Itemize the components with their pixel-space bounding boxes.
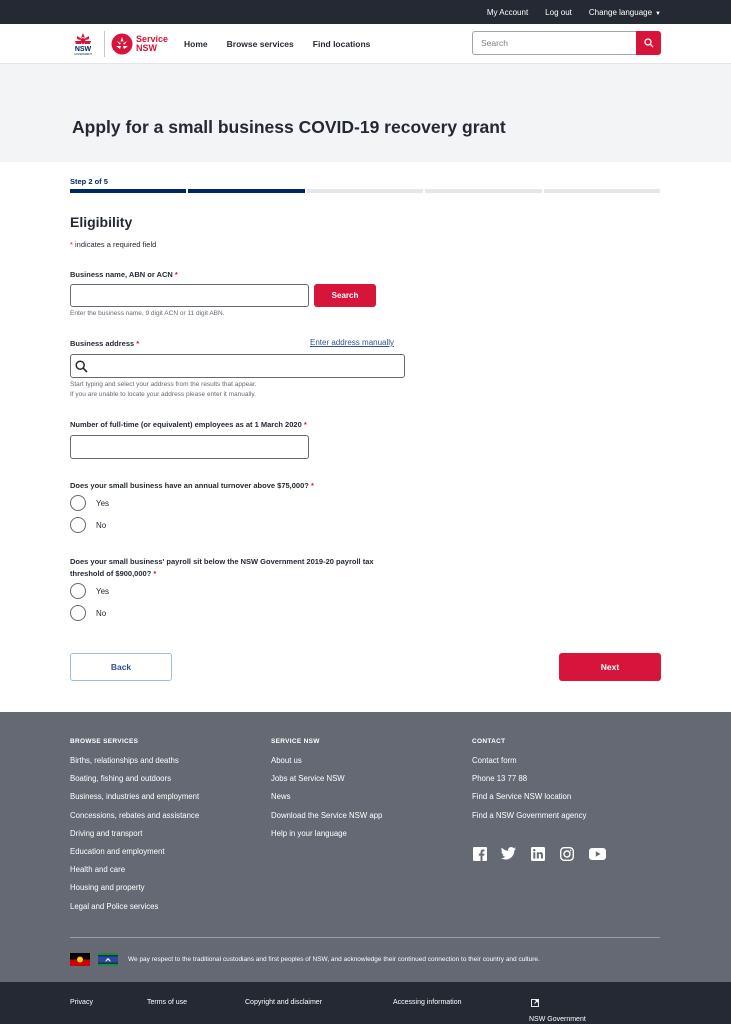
progress-segment-3 [307,189,423,193]
step-indicator: Step 2 of 5 [70,177,108,186]
employees-input[interactable] [70,435,309,459]
header-search-input[interactable] [472,31,636,55]
footer-link[interactable]: About us [271,756,302,765]
footer-link[interactable]: Boating, fishing and outdoors [70,774,171,784]
required-asterisk: * [153,569,157,578]
site-footer [0,712,731,982]
required-asterisk: * [310,481,314,490]
youtube-icon[interactable] [588,846,606,861]
payroll-question-line2-wrap [70,568,374,580]
logo-divider [104,31,105,57]
progress-segment-1 [70,189,186,193]
service-logo-line2: NSW [136,42,157,53]
turnover-question [70,481,314,490]
radio-circle [70,583,86,599]
social-links [472,846,606,861]
business-address-label-text: Business address [70,339,135,348]
acknowledgement [70,953,540,966]
service-logo-line1: Service [136,33,169,44]
accessing-information-link[interactable]: Accessing information [393,999,462,1006]
service-nsw-logo[interactable] [111,33,168,55]
footer-link[interactable]: Housing and property [70,883,145,893]
business-address-help-line1: Start typing and select your address from the results that appear. [70,381,257,388]
site-header [0,24,731,64]
utility-bar [0,0,731,24]
radio-label: No [96,520,107,530]
instagram-icon[interactable] [559,846,574,861]
copyright-link[interactable]: Copyright and disclaimer [245,999,323,1006]
nsw-logo-subtext: GOVERNMENT [74,52,92,56]
payroll-yes-radio[interactable] [70,583,109,599]
nsw-logo-text: NSW [74,45,92,53]
progress-segment-2 [188,189,304,193]
footer-link[interactable]: Find a Service NSW location [472,792,572,802]
radio-label: Yes [96,586,110,596]
required-note-text: indicates a required field [75,240,157,249]
radio-circle [70,517,86,533]
nsw-government-logo[interactable] [70,30,96,58]
footer-link[interactable]: Help in your language [271,828,347,838]
business-address-field [70,354,405,378]
facebook-icon[interactable] [472,846,487,861]
terms-of-use-link[interactable]: Terms of use [147,999,188,1006]
log-out-link[interactable]: Log out [545,7,572,17]
business-address-label [70,339,139,348]
nav-browse-services[interactable]: Browse services [226,38,294,49]
footer-browse-column [70,738,199,920]
caret-down-icon: ▼ [655,10,661,17]
footer-browse-heading: BROWSE SERVICES [70,738,139,745]
page-title: Apply for a small business COVID-19 recovery grant [72,117,506,137]
nsw-government-link-label: NSW Government [529,1016,586,1023]
radio-circle [70,495,86,511]
required-note [70,240,156,249]
footer-link[interactable]: Driving and transport [70,828,143,838]
nsw-government-link[interactable] [529,999,586,1023]
external-link-icon [531,999,539,1007]
radio-label: No [96,608,107,618]
footer-contact-column [472,738,586,829]
business-address-help-line2: If you are unable to locate your address please enter it manually. [70,391,256,398]
footer-link[interactable]: Jobs at Service NSW [271,774,345,784]
required-asterisk: * [303,420,307,429]
progress-segment-5 [544,189,660,193]
footer-link[interactable]: Health and care [70,865,126,875]
footer-link[interactable]: Business, industries and employment [70,792,200,802]
aboriginal-flag-icon [70,953,90,966]
nav-home[interactable]: Home [184,38,208,49]
required-asterisk: * [136,339,140,348]
twitter-icon[interactable] [501,846,516,861]
payroll-question-line1: Does your small business' payroll sit below the NSW Government 2019-20 payroll tax [70,557,374,566]
payroll-no-radio[interactable] [70,605,106,621]
employees-label-text: Number of full-time (or equivalent) employees as at 1 March 2020 [70,420,302,429]
radio-circle [70,605,86,621]
employees-label [70,420,307,429]
footer-link[interactable]: Concessions, rebates and assistance [70,810,200,820]
back-button[interactable]: Back [70,653,172,681]
footer-link[interactable]: Education and employment [70,846,165,856]
my-account-link[interactable]: My Account [486,7,529,17]
next-button[interactable]: Next [559,653,661,681]
bottom-bar [0,982,731,1024]
footer-link[interactable]: Legal and Police services [70,901,159,911]
radio-label: Yes [96,498,110,508]
turnover-yes-radio[interactable] [70,495,109,511]
business-name-label [70,270,178,279]
change-language-dropdown[interactable] [589,8,661,17]
progress-bar [70,189,660,193]
waratah-icon [72,32,94,46]
required-asterisk: * [174,270,178,279]
acknowledgement-text: We pay respect to the traditional custodians and first peoples of NSW, and acknowledge their continued connection to their country and culture. [128,956,540,963]
form-section-title: Eligibility [70,214,133,230]
privacy-link[interactable]: Privacy [70,999,93,1006]
nav-find-locations[interactable]: Find locations [312,38,371,49]
enter-address-manually-link[interactable]: Enter address manually [310,338,395,347]
footer-link[interactable]: Download the Service NSW app [271,810,383,820]
page-hero [0,64,731,162]
business-name-input[interactable] [70,284,309,307]
service-nsw-mark-icon [111,33,133,55]
required-asterisk: * [70,240,73,249]
header-search [472,31,661,55]
footer-contact-heading: CONTACT [472,738,506,745]
torres-strait-flag-icon [98,953,118,966]
footer-service-column [271,738,382,847]
footer-link[interactable]: News [271,792,291,802]
linkedin-icon[interactable] [530,846,545,861]
header-search-button[interactable] [636,31,661,55]
business-search-button[interactable]: Search [314,284,376,307]
footer-link[interactable]: Phone 13 77 88 [472,774,528,784]
search-icon [644,38,654,48]
main-nav [184,39,370,49]
footer-link[interactable]: Births, relationships and deaths [70,756,179,765]
business-name-label-text: Business name, ABN or ACN [70,270,173,279]
turnover-no-radio[interactable] [70,517,106,533]
payroll-question-line2: threshold of $900,000? [70,569,152,578]
turnover-question-text: Does your small business have an annual turnover above $75,000? [70,481,309,490]
footer-link[interactable]: Contact form [472,756,517,765]
footer-link[interactable]: Find a NSW Government agency [472,810,587,820]
progress-segment-4 [425,189,541,193]
change-language-label: Change language [588,7,653,17]
business-address-input[interactable] [92,356,404,376]
footer-divider [70,937,660,938]
footer-service-heading: SERVICE NSW [271,738,320,745]
payroll-question [70,556,374,580]
search-icon [75,360,88,373]
business-address-help [70,380,256,400]
business-name-help: Enter the business name, 9 digit ACN or 11 digit ABN. [70,310,225,317]
